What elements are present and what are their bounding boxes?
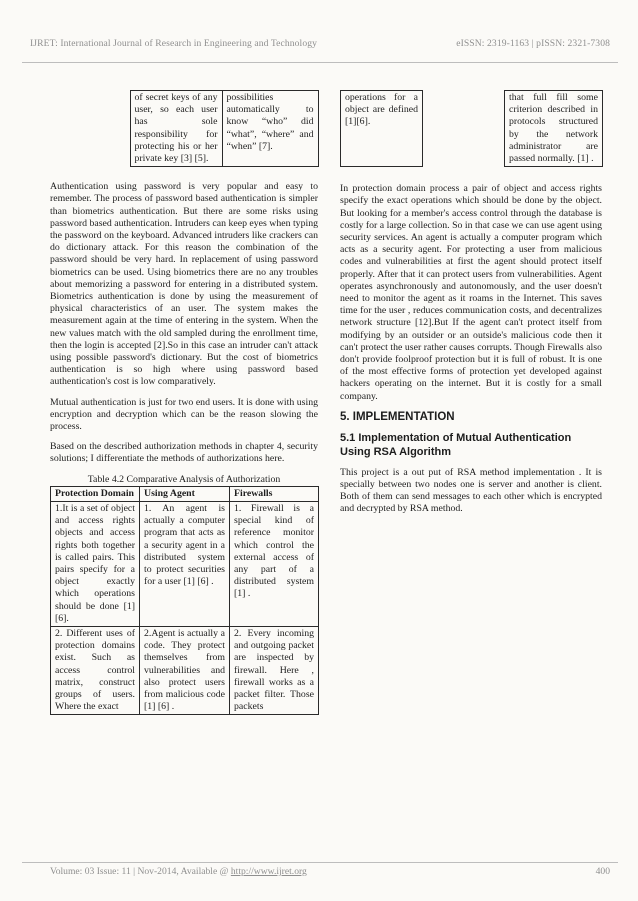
column-header: Using Agent (140, 486, 230, 501)
footer-volume: Volume: 03 Issue: 11 | Nov-2014, Available @ (50, 866, 231, 877)
issn: eISSN: 2319-1163 | pISSN: 2321-7308 (456, 38, 610, 49)
section-heading: 5. IMPLEMENTATION (340, 410, 455, 423)
column-header: Protection Domain (51, 486, 140, 501)
table-cell: possibilities automatically to know “who” did “what”, “where” and “when” [7]. (222, 91, 318, 167)
comparison-table (50, 486, 319, 716)
table-cell: operations for a object are defined [1][6]. (341, 91, 423, 167)
table-cell: 2. Different uses of protection domains exist. Such as access control matrix, construct groups of users. Where the exact (51, 626, 140, 714)
table-cell: 2.Agent is actually a code. They protect themselves from vulnerabilities and also protect users from malicious code [1] [6] . (140, 626, 230, 714)
table-header-row (51, 486, 319, 501)
top-right-table (340, 90, 603, 167)
footer-link[interactable]: http://www.ijret.org (230, 866, 307, 877)
page-footer (50, 866, 610, 877)
page-number: 400 (595, 866, 610, 877)
table-caption: Table 4.2 Comparative Analysis of Authorization (87, 473, 281, 485)
page-header (30, 38, 610, 58)
table-cell: 1. Firewall is a special kind of reference monitor which control the external access of any part of a distributed system [1] . (230, 501, 319, 626)
table-cell: 2. Every incoming and outgoing packet are inspected by firewall. Here , firewall works as a packet filter. Those packets (230, 626, 319, 714)
table-cell (50, 91, 130, 167)
table-row (341, 91, 603, 167)
paragraph: Authentication using password is very popular and easy to remember. The process of password based authentication is simpler than biometrics authentication. But there are some risks using password based authentication. Intruders can keep eyes when typing the password on the keyboard. Advanced intruders like crackers can do dictionary attack. For this reason the combination of the password should be very hard. In replacement of using password biometrics can be used. Using biometrics there are no any troubles about memorizing a password for entering in a distributed system. Biometrics authentication is done by using the measurement of physical characteristics of an user. The system makes the measurement again at the time of entering in the system. When the new values match with the old sampled during the enrollment time, then the login is accepted [2].So in this case an intruder can't attack using possible password's dictionary. But the cost of biometrics authentication is so high where using password based authentication's cost is low comparatively. (50, 181, 318, 388)
table-cell: of secret keys of any user, so each user has sole responsibility for protecting his or her private key [3] [5]. (130, 91, 222, 167)
table-cell: that full fill some criterion described in protocols structured by the network administrator are passed normally. [1] . (505, 91, 603, 167)
paragraph: This project is a out put of RSA method implementation . It is specially between two nodes one is server and another is client. Both of them can send messages to each other which is encrypted and decrypted by RSA method. (340, 466, 602, 515)
table-row (51, 626, 319, 714)
paragraph: Mutual authentication is just for two end users. It is done with using encryption and decryption which can be the reason slowing the process. (50, 396, 318, 433)
right-column (340, 90, 602, 524)
table-cell (423, 91, 505, 167)
left-column (50, 90, 318, 715)
table-cell: 1.It is a set of object and access rights objects and access rights both together is called pairs. This pairs specify for a object exactly which operations should be done [1] [6]. (51, 501, 140, 626)
footer-rule (22, 862, 618, 863)
header-rule (22, 62, 618, 63)
paragraph: Based on the described authorization methods in chapter 4, security solutions; I differentiate the methods of authorizations here. (50, 441, 318, 465)
paragraph: In protection domain process a pair of object and access rights specify the exact operations which should be done by the object. But looking for a member's access control through the database is costly for a large collection. So in that case we can use agent using security services. An agent is actually a computer program which acts as a security agent. For protecting a user from malicious codes and vulnerabilities at first the agent should protect itself properly. After that it can protect users from vulnerabilities. Agent operates asynchronously and autonomously, and the user doesn't need to monitor the agent as it roams in the Internet. This saves time for the user , reduces communication costs, and decentralizes network structure [12].But If the agent can't protect itself from modifying by an outsider or an outside's malicious code then it can't protect the user rather causes corrupts. Though Firewalls also don't provide foolproof protection but it is full of robust. It is one of the most effective forms of protection yet developed against hackers operating on the internet. But it is costly for a small company. (340, 183, 602, 402)
table-cell: 1. An agent is actually a computer program that acts as a security agent in a distributed system to protect securities for a user [1] [6] . (140, 501, 230, 626)
column-header: Firewalls (230, 486, 319, 501)
table-row (51, 501, 319, 626)
subsection-heading: 5.1 Implementation of Mutual Authentication Using RSA Algorithm (340, 431, 572, 458)
top-left-table (50, 90, 319, 167)
table-row (50, 91, 318, 167)
journal-title: IJRET: International Journal of Research in Engineering and Technology (30, 38, 318, 49)
